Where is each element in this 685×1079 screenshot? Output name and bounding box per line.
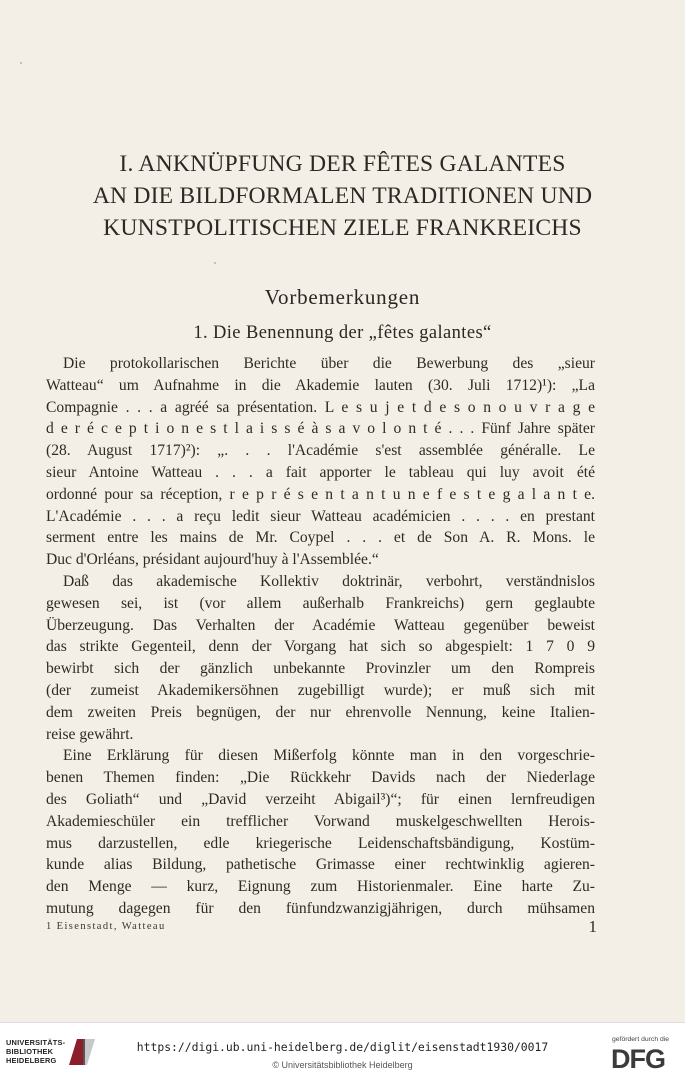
- library-name-line: HEIDELBERG: [6, 1056, 57, 1066]
- text-line: bewirbt sich der gänzlich unbekannte Provinzler um den Rompreis: [46, 660, 595, 678]
- section-title: Vorbemerkungen: [264, 285, 421, 309]
- text-line: Überzeugung. Das Verhalten der Académie Watteau gegenüber beweist: [46, 616, 595, 634]
- scan-speck: [20, 62, 22, 64]
- chapter-title-line: I. ANKNÜPFUNG DER FÊTES GALANTES: [119, 151, 566, 177]
- text-line: kunde alias Bildung, pathetische Grimasse einer rechtwinklig agieren-: [46, 856, 595, 874]
- text-line: ordonné pour sa réception, r e p r é s e n t a n t u n e f e s t e g a l a n t e.: [46, 485, 595, 503]
- text-line: dem zweiten Preis begnügen, der nur ehrenvolle Nennung, keine Italien-: [46, 703, 595, 721]
- text-line: den Menge — kurz, Eignung zum Historienmaler. Eine harte Zu-: [46, 878, 595, 896]
- library-name-line: BIBLIOTHEK: [6, 1047, 54, 1057]
- page-number: 1: [588, 917, 597, 936]
- text-line: das strikte Gegenteil, denn der Vorgang hat sich so abgespielt: 1 7 0 9: [46, 638, 595, 656]
- chapter-title-line: AN DIE BILDFORMALEN TRADITIONEN UND: [92, 183, 593, 209]
- text-line: Compagnie . . . a agréé sa présentation. L e s u j e t d e s o n o u v r a g e: [46, 398, 595, 416]
- text-line: des Goliath“ und „David verzeiht Abigail³)“; für einen lernfreudigen: [46, 790, 595, 808]
- funded-by-label: gefördert durch die: [612, 1036, 670, 1043]
- document-url-link[interactable]: https://digi.ub.uni-heidelberg.de/diglit/eisenstadt1930/0017: [136, 1040, 549, 1054]
- text-line: serment entre les mains de Mr. Coypel . . . et de Son A. R. Mons. le: [46, 529, 595, 547]
- footnote: 1 Eisenstadt, Watteau: [46, 921, 166, 932]
- text-line: Eine Erklärung für diesen Mißerfolg könnte man in den vorgeschrie-: [63, 747, 595, 765]
- text-line: gewesen sei, ist (vor allem außerhalb Frankreichs) gern geglaubte: [46, 594, 595, 612]
- chapter-title: [40, 148, 645, 244]
- text-line: L'Académie . . . a reçu ledit sieur Watteau académicien . . . . en prestant: [46, 507, 595, 525]
- text-line: (28. August 1717)²): „. . . l'Académie s'est assemblée généralle. Le: [46, 442, 595, 460]
- copyright-notice: © Universitätsbibliothek Heidelberg: [272, 1060, 413, 1070]
- text-line: benen Themen finden: „Die Rückkehr Davids nach der Niederlage: [46, 769, 595, 787]
- library-name-line: UNIVERSITÄTS-: [6, 1038, 66, 1047]
- text-line: Daß das akademische Kollektiv doktrinär, verbohrt, verständnislos: [63, 572, 595, 590]
- dfg-logo[interactable]: DFG: [611, 1044, 665, 1074]
- viewer-footer: [0, 1022, 685, 1079]
- text-line: reise gewährt.: [46, 725, 134, 743]
- chapter-title-line: KUNSTPOLITISCHEN ZIELE FRANKREICHS: [103, 215, 582, 241]
- text-line: Akademieschüler ein trefflicher Vorwand muskelgeschwellten Herois-: [46, 812, 595, 830]
- subsection-title: 1. Die Benennung der „fêtes galantes“: [193, 323, 492, 343]
- text-line: Duc d'Orléans, présidant aujourd'huy à l'Assemblée.“: [46, 551, 379, 569]
- text-line: Watteau“ um Aufnahme in die Akademie lauten (30. Juli 1712)¹): „La: [46, 376, 595, 394]
- text-line: sieur Antoine Watteau . . . a fait apporter le tableau qui luy avoit été: [46, 463, 595, 481]
- text-line: mutung dagegen für den fünfundzwanzigjährigen, durch mühsamen: [46, 899, 595, 917]
- text-line: mus darzustellen, edle kriegerische Leidenschaftsbändigung, Kostüm-: [46, 834, 595, 852]
- body-text: [46, 353, 595, 920]
- text-line: (der zumeist Akademikersöhnen zugebilligt wurde); er muß sich mit: [46, 681, 595, 699]
- text-line: Die protokollarischen Berichte über die Bewerbung des „sieur: [63, 355, 595, 372]
- scan-speck: [214, 262, 216, 264]
- text-line: d e r é c e p t i o n e s t l a i s s é à s a v o l o n t é . . . Fünf Jahre später: [46, 420, 595, 438]
